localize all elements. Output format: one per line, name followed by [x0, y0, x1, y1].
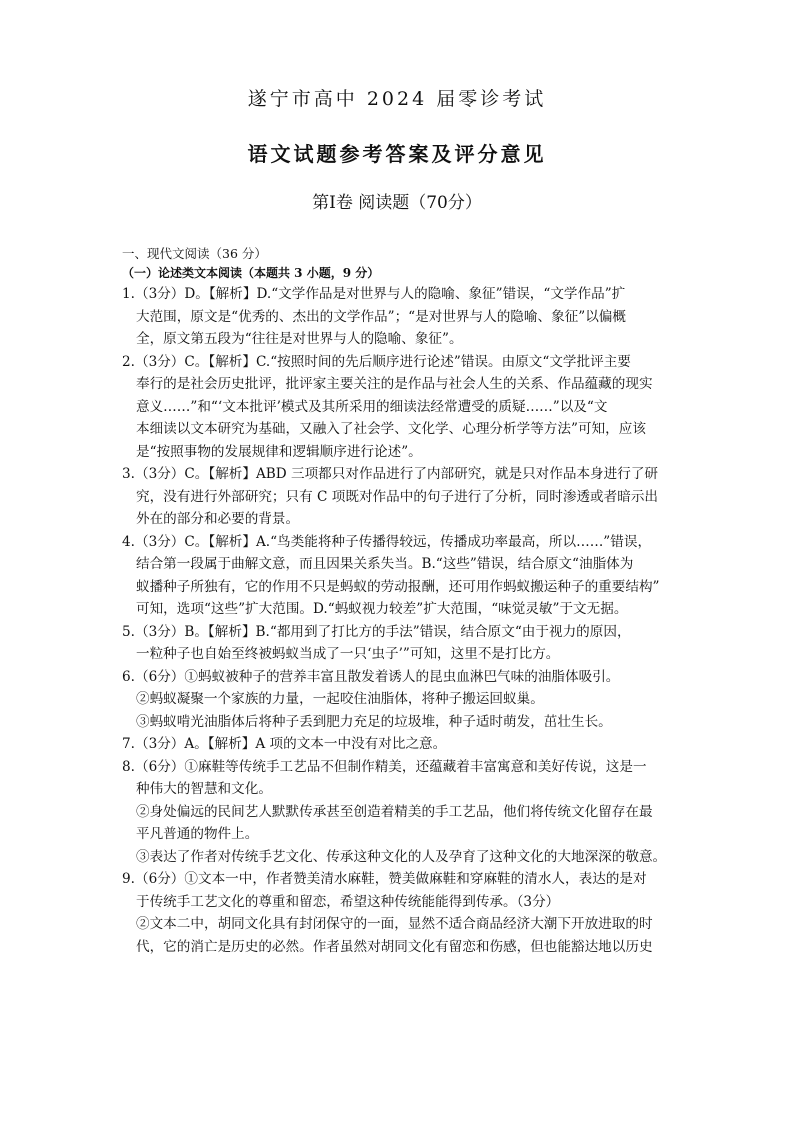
answer-line: 8.（6分）①麻鞋等传统手工艺品不但制作精美，还蕴藏着丰富寓意和美好传说，这是一: [122, 758, 647, 775]
answer-line: 本细读以文本研究为基础，又融入了社会学、文化学、心理分析学等方法”可知，应该: [136, 421, 646, 437]
answer-line: 种伟大的智慧和文化。: [136, 781, 272, 797]
answer-line: 7.（3分）A。【解析】A 项的文本一中没有对比之意。: [122, 736, 447, 752]
answer-line: 9.（6分）①文本一中，作者赞美清水麻鞋，赞美做麻鞋和穿麻鞋的清水人，表达的是对: [122, 871, 647, 887]
answer-item-5: [122, 621, 682, 666]
answer-line: ②身处偏远的民间艺人默默传承甚至创造着精美的手工艺品，他们将传统文化留存在最: [136, 803, 653, 820]
answer-line: ②文本二中，胡同文化具有封闭保守的一面，显然不适合商品经济大潮下开放进取的时: [136, 916, 653, 932]
answer-line: 大范围，原文是“优秀的、杰出的文学作品”；“是对世界与人的隐喻、象征”以偏概: [136, 308, 626, 325]
answer-item-2: [122, 351, 682, 464]
section-heading: 一、现代文阅读（36 分）: [122, 246, 267, 261]
answer-line: ②蚂蚁凝聚一个家族的力量，一起咬住油脂体，将种子搬运回蚁巢。: [136, 691, 544, 707]
answer-item-3: [122, 463, 682, 531]
answer-line: 奉行的是社会历史批评，批评家主要关注的是作品与社会人生的关系、作品蕴藏的现实: [136, 376, 653, 392]
answer-item-8: [122, 756, 682, 869]
answer-line: 一粒种子也自始至终被蚂蚁当成了一只‘虫子’”可知，这里不是打比方。: [136, 646, 560, 662]
answer-line: 外在的部分和必要的背景。: [136, 511, 300, 527]
answer-line: 于传统手工艺文化的尊重和留恋，希望这种传统能能得到传承。（3分）: [136, 893, 560, 910]
answer-line: 结合第一段属于曲解文意，而且因果关系失当。B.“这些”错误，结合原文“油脂体为: [136, 556, 634, 572]
answer-line: 是“按照事物的发展规律和逻辑顺序进行论述”。: [136, 443, 422, 460]
answer-line: 蚁播种子所独有，它的作用不只是蚂蚁的劳动报酬，还可用作蚂蚁搬运种子的重要结构”: [136, 578, 660, 595]
answer-item-6: [122, 666, 682, 734]
subsection-heading: （一）论述类文本阅读（本题共 3 小题，9 分）: [122, 266, 380, 280]
answer-line: 6.（6分）①蚂蚁被种子的营养丰富且散发着诱人的昆虫血淋巴气味的油脂体吸引。: [122, 668, 620, 685]
exam-title: 遂宁市高中 2024 届零诊考试: [247, 88, 547, 110]
answer-line: 意义……”和“‘文本批评’模式及其所采用的细读法经常遭受的质疑……”以及“文: [136, 398, 608, 415]
answer-item-7: [122, 733, 682, 756]
answer-line: 5.（3分）B。【解析】B.“都用到了打比方的手法”错误，结合原文“由于视力的原因，: [122, 623, 631, 640]
answer-line: 2.（3分）C。【解析】C.“按照时间的先后顺序进行论述”错误。由原文“文学批评主要: [122, 353, 631, 370]
answer-item-9: [122, 868, 682, 958]
volume-heading: 第Ⅰ卷 阅读题（70分）: [312, 193, 482, 213]
answer-item-4: [122, 531, 682, 621]
answer-key-title: 语文试题参考答案及评分意见: [247, 142, 547, 166]
answer-line: 3.（3分）C。【解析】ABD 三项都只对作品进行了内部研究，就是只对作品本身进行了研: [122, 466, 659, 482]
answer-line: 4.（3分）C。【解析】A.“鸟类能将种子传播得较远，传播成功率最高，所以……”错误，: [122, 533, 652, 550]
answer-line: 代，它的消亡是历史的必然。作者虽然对胡同文化有留恋和伤感，但也能豁达地以历史: [136, 938, 653, 955]
answer-list: [122, 283, 682, 958]
answer-line: 平凡普通的物件上。: [136, 826, 259, 842]
answer-line: ③蚂蚁啃光油脂体后将种子丢到肥力充足的垃圾堆，种子适时萌发，茁壮生长。: [136, 713, 612, 730]
answer-item-1: [122, 283, 682, 351]
answer-line: ③表达了作者对传统手艺文化、传承这种文化的人及孕育了这种文化的大地深深的敬意。: [136, 848, 667, 865]
answer-line: 究，没有进行外部研究；只有 C 项既对作品中的句子进行了分析，同时渗透或者暗示出: [136, 488, 659, 505]
answer-line: 全，原文第五段为“往往是对世界与人的隐喻、象征”。: [136, 331, 463, 347]
answer-line: 可知，选项“这些”扩大范围。D.“蚂蚁视力较差”扩大范围，“味觉灵敏”于文无据。: [136, 601, 628, 617]
answer-line: 1.（3分）D。【解析】D.“文学作品是对世界与人的隐喻、象征”错误，“文学作品”扩: [122, 286, 626, 302]
